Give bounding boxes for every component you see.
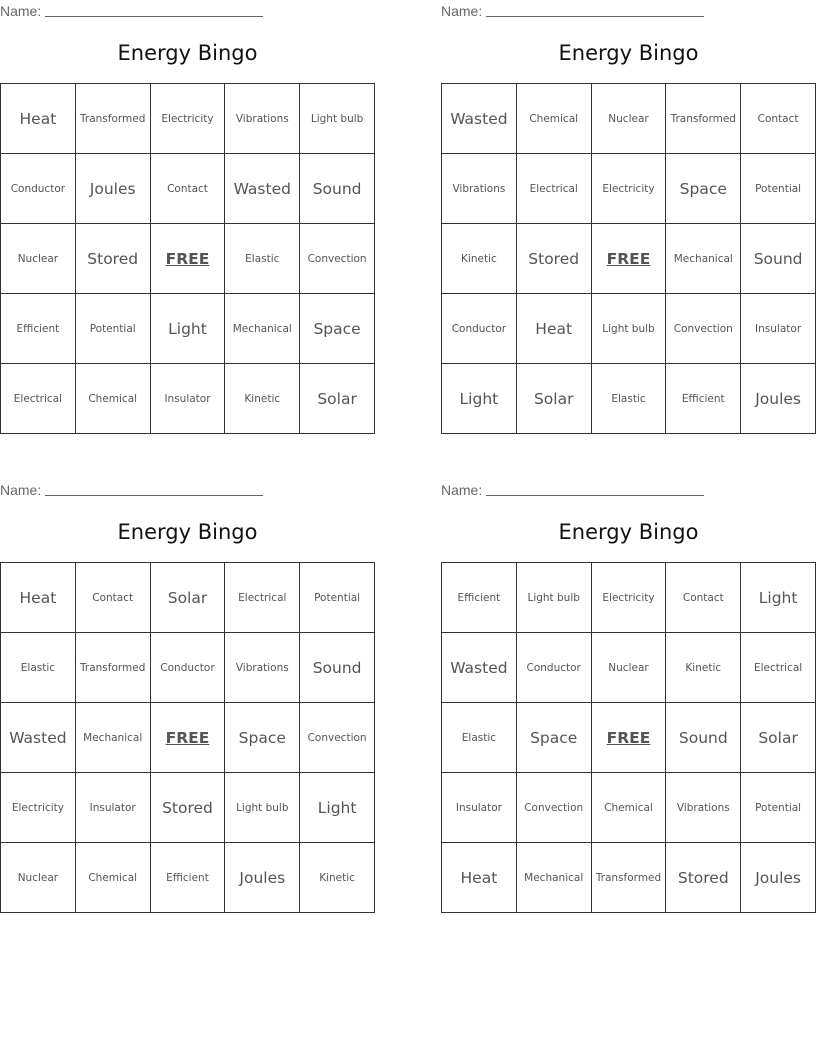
name-blank-line xyxy=(486,482,704,496)
bingo-cell: Nuclear xyxy=(1,224,76,294)
bingo-cell: Convection xyxy=(300,703,375,773)
bingo-cell: Heat xyxy=(1,84,76,154)
bingo-cell: Wasted xyxy=(1,703,76,773)
bingo-cell: Light bulb xyxy=(592,294,667,364)
bingo-cell: Vibrations xyxy=(225,633,300,703)
bingo-cell: Kinetic xyxy=(300,843,375,913)
bingo-cell: Convection xyxy=(517,773,592,843)
name-label: Name: xyxy=(441,482,483,498)
bingo-grid xyxy=(441,83,816,434)
bingo-cell: Joules xyxy=(76,154,151,224)
bingo-cell: Heat xyxy=(442,843,517,913)
bingo-cell: Conductor xyxy=(442,294,517,364)
bingo-cell: Convection xyxy=(666,294,741,364)
bingo-cell: Insulator xyxy=(442,773,517,843)
bingo-cell: Sound xyxy=(300,154,375,224)
bingo-cell: Contact xyxy=(666,563,741,633)
bingo-cell: Solar xyxy=(151,563,226,633)
bingo-cell: Potential xyxy=(741,773,816,843)
bingo-card-2 xyxy=(441,0,816,440)
bingo-cell: Mechanical xyxy=(666,224,741,294)
bingo-cell: Electricity xyxy=(592,563,667,633)
bingo-cell: Light bulb xyxy=(517,563,592,633)
bingo-cell: Chemical xyxy=(76,843,151,913)
name-label: Name: xyxy=(0,482,42,498)
bingo-cell: Stored xyxy=(666,843,741,913)
bingo-cell: Potential xyxy=(741,154,816,224)
name-blank-line xyxy=(486,3,704,17)
bingo-cell: Mechanical xyxy=(76,703,151,773)
bingo-cell: Potential xyxy=(300,563,375,633)
bingo-cell: Solar xyxy=(741,703,816,773)
bingo-cell: Efficient xyxy=(1,294,76,364)
bingo-cell: Joules xyxy=(225,843,300,913)
card-title: Energy Bingo xyxy=(117,41,258,65)
bingo-cell: Vibrations xyxy=(225,84,300,154)
bingo-cell: Efficient xyxy=(151,843,226,913)
bingo-cell: Vibrations xyxy=(442,154,517,224)
bingo-cell: Light xyxy=(741,563,816,633)
bingo-cell: Wasted xyxy=(442,84,517,154)
bingo-cell: Elastic xyxy=(1,633,76,703)
bingo-cell: Elastic xyxy=(225,224,300,294)
bingo-cell: Mechanical xyxy=(517,843,592,913)
free-space: FREE xyxy=(151,703,226,773)
bingo-card-4 xyxy=(441,479,816,919)
bingo-cell: Contact xyxy=(151,154,226,224)
bingo-cell: Chemical xyxy=(76,364,151,434)
bingo-grid xyxy=(441,562,816,913)
bingo-cell: Electrical xyxy=(741,633,816,703)
bingo-cell: Light xyxy=(442,364,517,434)
card-title: Energy Bingo xyxy=(117,520,258,544)
bingo-cell: Nuclear xyxy=(592,633,667,703)
bingo-cell: Sound xyxy=(741,224,816,294)
bingo-cell: Conductor xyxy=(1,154,76,224)
bingo-cell: Elastic xyxy=(592,364,667,434)
bingo-cell: Joules xyxy=(741,364,816,434)
free-space: FREE xyxy=(151,224,226,294)
bingo-cell: Sound xyxy=(300,633,375,703)
bingo-cell: Electrical xyxy=(1,364,76,434)
bingo-cell: Potential xyxy=(76,294,151,364)
name-field xyxy=(441,3,704,19)
name-blank-line xyxy=(45,482,263,496)
bingo-cell: Conductor xyxy=(151,633,226,703)
card-title: Energy Bingo xyxy=(558,520,699,544)
bingo-cell: Efficient xyxy=(442,563,517,633)
bingo-cell: Solar xyxy=(517,364,592,434)
name-blank-line xyxy=(45,3,263,17)
bingo-grid xyxy=(0,83,375,434)
bingo-card-3 xyxy=(0,479,375,919)
bingo-cell: Heat xyxy=(517,294,592,364)
bingo-cell: Heat xyxy=(1,563,76,633)
bingo-cell: Kinetic xyxy=(225,364,300,434)
bingo-cell: Chemical xyxy=(517,84,592,154)
bingo-cell: Kinetic xyxy=(666,633,741,703)
bingo-cell: Nuclear xyxy=(592,84,667,154)
name-field xyxy=(441,482,704,498)
bingo-cell: Transformed xyxy=(666,84,741,154)
bingo-cell: Stored xyxy=(151,773,226,843)
bingo-cell: Stored xyxy=(517,224,592,294)
bingo-cell: Electricity xyxy=(592,154,667,224)
bingo-cell: Wasted xyxy=(225,154,300,224)
bingo-cell: Kinetic xyxy=(442,224,517,294)
bingo-cell: Joules xyxy=(741,843,816,913)
name-label: Name: xyxy=(441,3,483,19)
bingo-cell: Light bulb xyxy=(300,84,375,154)
name-field xyxy=(0,482,263,498)
bingo-cell: Insulator xyxy=(76,773,151,843)
bingo-cell: Sound xyxy=(666,703,741,773)
bingo-cell: Efficient xyxy=(666,364,741,434)
bingo-cell: Mechanical xyxy=(225,294,300,364)
bingo-cell: Nuclear xyxy=(1,843,76,913)
bingo-cell: Transformed xyxy=(76,633,151,703)
bingo-cell: Stored xyxy=(76,224,151,294)
bingo-cell: Vibrations xyxy=(666,773,741,843)
bingo-cell: Light xyxy=(151,294,226,364)
bingo-cell: Conductor xyxy=(517,633,592,703)
bingo-cell: Elastic xyxy=(442,703,517,773)
bingo-cell: Insulator xyxy=(151,364,226,434)
bingo-grid xyxy=(0,562,375,913)
bingo-card-1 xyxy=(0,0,375,440)
bingo-cell: Light bulb xyxy=(225,773,300,843)
bingo-cell: Insulator xyxy=(741,294,816,364)
bingo-cell: Electrical xyxy=(517,154,592,224)
bingo-cell: Electricity xyxy=(1,773,76,843)
bingo-cell: Wasted xyxy=(442,633,517,703)
bingo-cell: Transformed xyxy=(76,84,151,154)
bingo-cell: Light xyxy=(300,773,375,843)
bingo-cell: Space xyxy=(517,703,592,773)
bingo-cell: Electrical xyxy=(225,563,300,633)
bingo-cell: Space xyxy=(300,294,375,364)
bingo-cell: Convection xyxy=(300,224,375,294)
name-field xyxy=(0,3,263,19)
bingo-cell: Contact xyxy=(741,84,816,154)
bingo-cell: Solar xyxy=(300,364,375,434)
card-title: Energy Bingo xyxy=(558,41,699,65)
bingo-cell: Space xyxy=(225,703,300,773)
bingo-cell: Chemical xyxy=(592,773,667,843)
name-label: Name: xyxy=(0,3,42,19)
bingo-cell: Electricity xyxy=(151,84,226,154)
bingo-cell: Transformed xyxy=(592,843,667,913)
free-space: FREE xyxy=(592,224,667,294)
bingo-cell: Contact xyxy=(76,563,151,633)
bingo-cell: Space xyxy=(666,154,741,224)
free-space: FREE xyxy=(592,703,667,773)
